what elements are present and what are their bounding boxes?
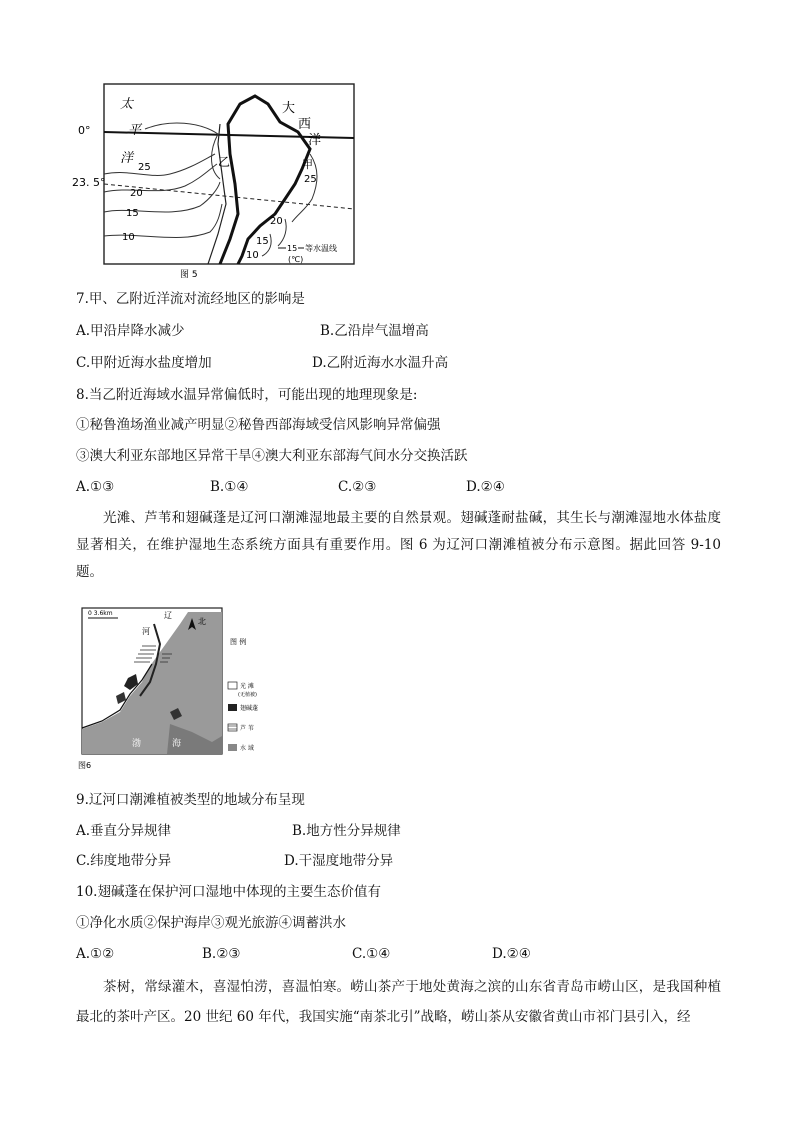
q7-option-d: D.乙附近海水水温升高 xyxy=(312,355,449,371)
current-yi-line xyxy=(208,124,226,264)
q10-stem: 10.翅碱蓬在保护河口湿地中体现的主要生态价值有 xyxy=(76,884,381,900)
isotherm-value: 25 xyxy=(138,162,151,173)
q8-statement-1: ①秘鲁渔场渔业减产明显②秘鲁西部海域受信风影响异常偏强 xyxy=(76,417,441,433)
legend-label: 光 滩 xyxy=(240,683,254,690)
figure-5-map xyxy=(70,74,370,282)
sea-label: 海 xyxy=(172,739,182,749)
passage-liaohe: 光滩、芦苇和翅碱蓬是辽河口潮滩湿地最主要的自然景观。翅碱蓬耐盐碱，其生长与潮滩湿地水体盐度显著相关，在维护湿地生态系统方面具有重要作用。图 6 为辽河口潮滩植被分布示意图。据此回答 9-10 题。 xyxy=(76,510,721,580)
passage-laoshan-tea: 茶树，常绿灌木，喜湿怕涝，喜温怕寒。崂山茶产于地处黄海之滨的山东省青岛市崂山区，是我国种植最北的茶叶产区。20 世纪 60 年代，我国实施“南茶北引”战略，崂山茶从安徽省黄山市祁门县引入，经 xyxy=(76,979,721,1025)
legend-title: 图 例 xyxy=(230,638,247,646)
isotherm-value: 15 xyxy=(126,208,139,219)
legend-label: (无植被) xyxy=(238,692,257,698)
ocean-label: 大 xyxy=(282,101,296,116)
river-label: 河 xyxy=(142,627,150,636)
figure-6-map xyxy=(72,604,282,774)
q8-statement-2: ③澳大利亚东部地区异常干旱④澳大利亚东部海气间水分交换活跃 xyxy=(76,448,468,464)
q10-option-d: D.②④ xyxy=(492,946,531,962)
q9-stem: 9.辽河口潮滩植被类型的地域分布呈现 xyxy=(76,792,305,808)
q8-option-d: D.②④ xyxy=(466,479,505,495)
q7-option-c: C.甲附近海水盐度增加 xyxy=(76,355,212,371)
ocean-label: 太 xyxy=(120,97,134,112)
isotherm-15 xyxy=(104,182,220,212)
q8-option-a: A.①③ xyxy=(76,479,115,495)
q7-stem: 7.甲、乙附近洋流对流经地区的影响是 xyxy=(76,291,305,307)
legend-swatch-bare-flat xyxy=(228,682,237,689)
legend-value: 15 xyxy=(287,244,298,253)
river-label: 辽 xyxy=(164,611,172,620)
ocean-label: 西 xyxy=(298,117,312,132)
q7-option-a: A.甲沿岸降水减少 xyxy=(76,323,185,339)
lat-label-tropic: 23. 5° xyxy=(72,176,106,189)
figure-6-caption: 图6 xyxy=(78,761,92,770)
figure-6 xyxy=(72,604,282,774)
isotherm-value: 25 xyxy=(304,174,317,185)
ocean-label: 洋 xyxy=(120,151,134,166)
isotherm-value: 10 xyxy=(122,232,135,243)
legend-desc: 等水温线 xyxy=(305,244,337,253)
isotherm-value: 15 xyxy=(256,236,269,247)
figure-5-caption: 图 5 xyxy=(180,270,198,280)
isotherm-value: 20 xyxy=(270,216,283,227)
q9-option-a: A.垂直分异规律 xyxy=(76,823,172,839)
q10-option-a: A.①② xyxy=(76,946,115,962)
ocean-label: 平 xyxy=(128,123,142,138)
q8-stem: 8.当乙附近海域水温异常偏低时，可能出现的地理现象是: xyxy=(76,387,418,403)
q10-option-b: B.②③ xyxy=(202,946,241,962)
q9-option-d: D.干湿度地带分异 xyxy=(284,853,394,869)
scale-label: 0 3.6km xyxy=(88,610,113,617)
legend-swatch-water xyxy=(228,744,237,751)
figure-5 xyxy=(70,74,370,282)
q9-option-b: B.地方性分异规律 xyxy=(292,823,401,839)
current-label-yi: 乙 xyxy=(218,155,231,169)
q9-option-c: C.纬度地带分异 xyxy=(76,853,172,869)
current-label-jia: 甲 xyxy=(302,158,313,171)
legend-swatch-suaeda xyxy=(228,704,237,711)
legend-label: 翅碱蓬 xyxy=(240,705,259,712)
q10-option-c: C.①④ xyxy=(352,946,391,962)
q10-statements: ①净化水质②保护海岸③观光旅游④调蓄洪水 xyxy=(76,915,346,931)
ocean-label: 洋 xyxy=(308,133,322,148)
isotherm-value: 20 xyxy=(130,188,143,199)
sea-label: 渤 xyxy=(132,739,142,749)
legend-unit: (℃) xyxy=(288,255,304,264)
lat-label-0: 0° xyxy=(78,124,91,137)
north-label: 北 xyxy=(198,617,206,626)
legend-label: 水 域 xyxy=(240,745,254,752)
isotherm-value: 10 xyxy=(246,250,259,261)
legend-label: 芦 苇 xyxy=(240,725,254,732)
isotherm-20 xyxy=(104,164,217,192)
q8-option-c: C.②③ xyxy=(338,479,377,495)
q8-option-b: B.①④ xyxy=(210,479,249,495)
legend-swatch-reed xyxy=(228,724,237,731)
q7-option-b: B.乙沿岸气温增高 xyxy=(320,323,429,339)
